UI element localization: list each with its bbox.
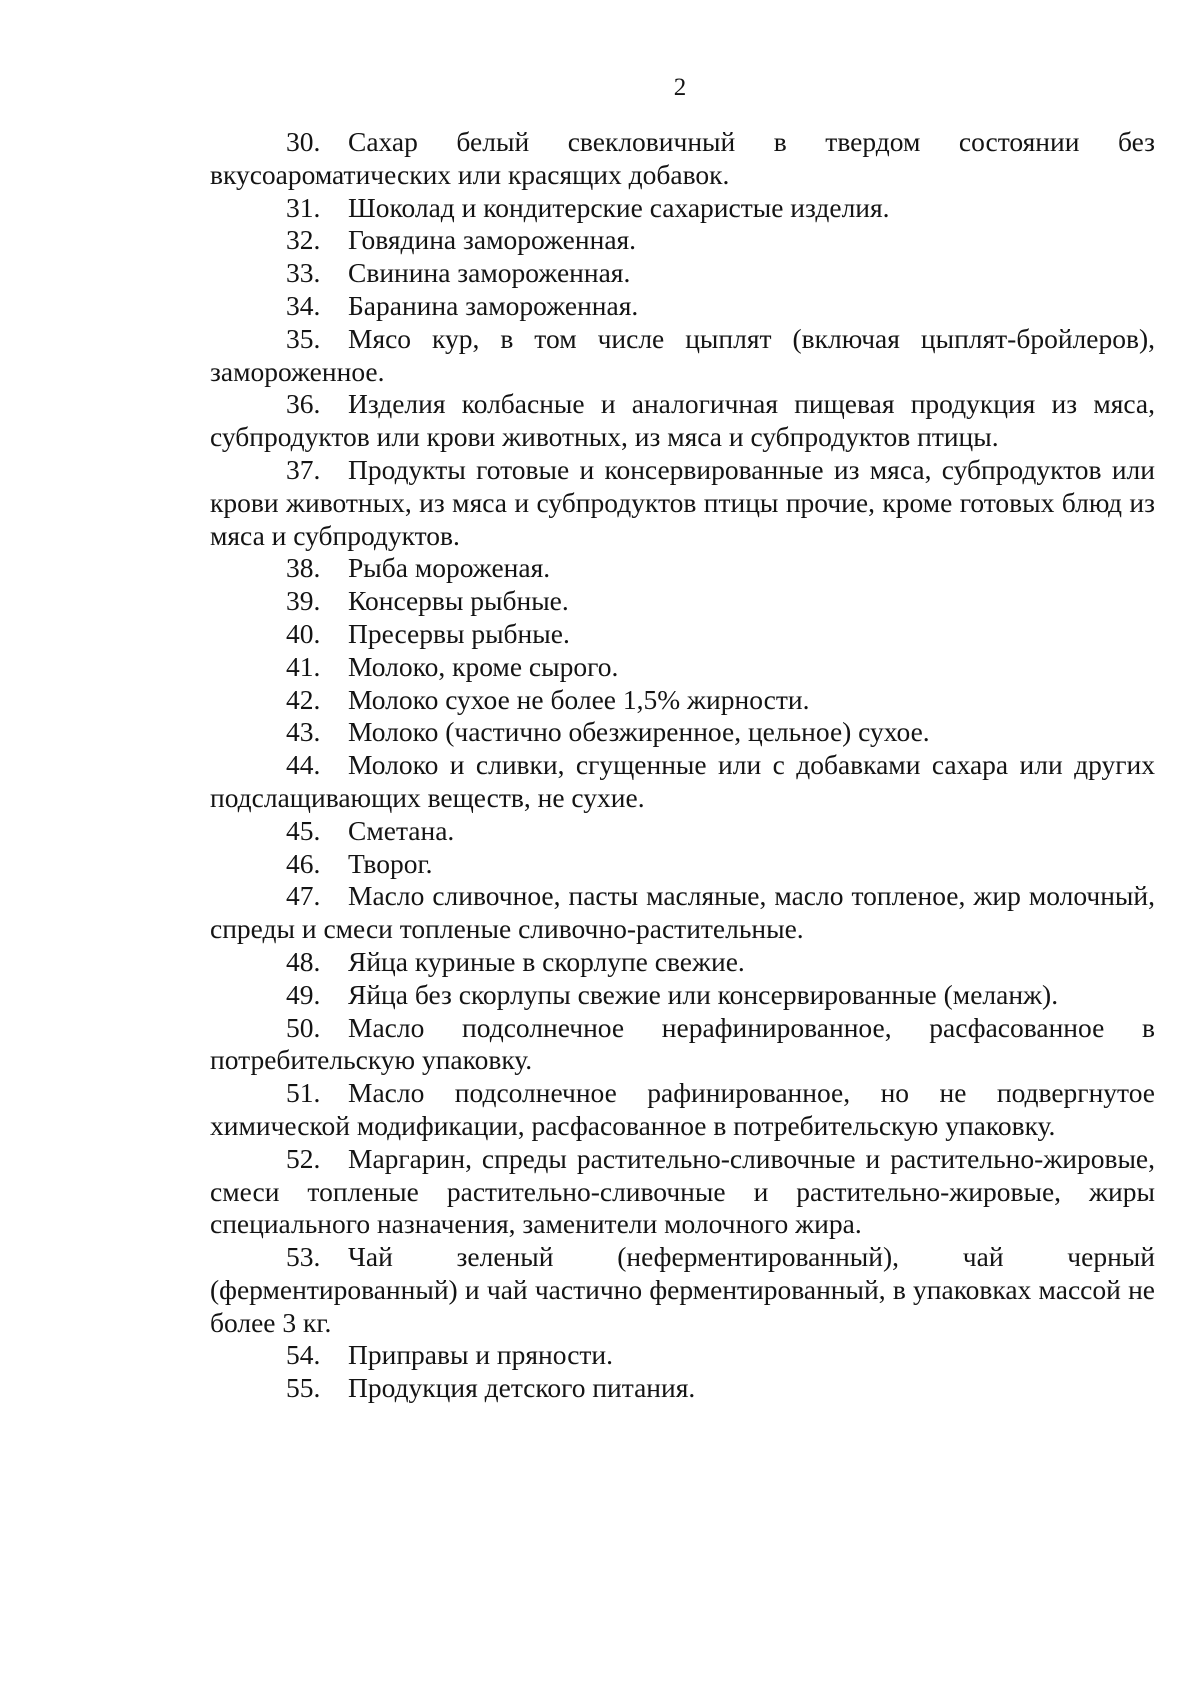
list-item — [210, 1339, 1155, 1372]
item-text: Масло сливочное, пасты масляные, масло топленое, жир молочный, спреды и смеси топленые сливочно-растительные. — [210, 880, 1155, 945]
item-number: 34. — [286, 289, 321, 321]
list-item — [210, 1372, 1155, 1405]
item-number: 30. — [286, 126, 321, 157]
item-text: Яйца куриные в скорлупе свежие. — [348, 945, 745, 977]
list-item — [210, 257, 1155, 290]
item-number: 46. — [286, 847, 321, 879]
numbered-list — [210, 126, 1155, 1405]
item-number: 44. — [286, 749, 321, 781]
item-text: Пресервы рыбные. — [348, 617, 570, 649]
list-item — [210, 290, 1155, 323]
item-number: 39. — [286, 585, 321, 617]
item-text: Молоко, кроме сырого. — [348, 650, 619, 682]
item-text: Молоко (частично обезжиренное, цельное) сухое. — [348, 716, 930, 748]
item-text: Баранина замороженная. — [348, 289, 639, 321]
list-item — [210, 192, 1155, 225]
list-item — [210, 388, 1155, 454]
item-number: 54. — [286, 1339, 321, 1371]
item-text: Консервы рыбные. — [348, 585, 569, 617]
list-item — [210, 224, 1155, 257]
list-item — [210, 454, 1155, 552]
list-item — [210, 1012, 1155, 1078]
item-text: Продукты готовые и консервированные из мяса, субпродуктов или крови животных, из мяса и субпродуктов птицы прочие, кроме готовых блюд из мяса и субпродуктов. — [210, 453, 1155, 551]
list-item — [210, 323, 1155, 389]
item-text: Сахар белый свекловичный в твердом состоянии без вкусоароматических или красящих добавок. — [210, 126, 1155, 190]
item-number: 49. — [286, 978, 321, 1010]
list-item — [210, 1241, 1155, 1339]
list-item — [210, 946, 1155, 979]
item-text: Сметана. — [348, 814, 455, 846]
item-text: Яйца без скорлупы свежие или консервированные (меланж). — [348, 978, 1059, 1010]
item-text: Молоко сухое не более 1,5% жирности. — [348, 683, 810, 715]
list-item — [210, 585, 1155, 618]
item-text: Масло подсолнечное рафинированное, но не подвергнутое химической модификации, расфасованное в потребительскую упаковку. — [210, 1077, 1155, 1141]
item-number: 51. — [286, 1077, 321, 1109]
item-text: Свинина замороженная. — [348, 257, 631, 289]
item-text: Приправы и пряности. — [348, 1339, 614, 1371]
page-number: 2 — [673, 74, 687, 101]
item-number: 33. — [286, 257, 321, 289]
item-number: 47. — [286, 880, 321, 912]
item-number: 36. — [286, 388, 321, 420]
item-number: 35. — [286, 322, 321, 354]
item-text: Чай зеленый (неферментированный), чай черный (ферментированный) и чай частично ферментированный, в упаковках массой не более 3 кг. — [210, 1241, 1155, 1338]
item-number: 32. — [286, 224, 321, 256]
list-item — [210, 1143, 1155, 1241]
list-item — [210, 815, 1155, 848]
list-item — [210, 552, 1155, 585]
item-number: 40. — [286, 617, 321, 649]
item-number: 41. — [286, 650, 321, 682]
item-text: Изделия колбасные и аналогичная пищевая продукция из мяса, субпродуктов или крови животных, из мяса и субпродуктов птицы. — [210, 388, 1155, 453]
item-text: Продукция детского питания. — [348, 1372, 696, 1404]
item-text: Рыба мороженая. — [348, 552, 551, 584]
item-text: Молоко и сливки, сгущенные или с добавками сахара или других подслащивающих веществ, не сухие. — [210, 749, 1155, 813]
item-number: 50. — [286, 1011, 321, 1043]
item-number: 43. — [286, 716, 321, 748]
item-number: 42. — [286, 683, 321, 715]
list-item — [210, 684, 1155, 717]
item-text: Шоколад и кондитерские сахаристые изделия. — [348, 191, 890, 223]
item-number: 52. — [286, 1142, 321, 1174]
list-item — [210, 618, 1155, 651]
item-number: 38. — [286, 552, 321, 584]
list-item — [210, 979, 1155, 1012]
item-text: Мясо кур, в том числе цыплят (включая цыплят-бройлеров), замороженное. — [210, 322, 1155, 387]
list-item — [210, 880, 1155, 946]
list-item — [210, 651, 1155, 684]
list-item — [210, 749, 1155, 815]
list-item — [210, 716, 1155, 749]
list-item — [210, 848, 1155, 881]
list-item — [210, 126, 1155, 192]
item-number: 31. — [286, 191, 321, 223]
item-number: 53. — [286, 1241, 321, 1273]
item-text: Говядина замороженная. — [348, 224, 637, 256]
item-number: 55. — [286, 1372, 321, 1404]
item-number: 45. — [286, 814, 321, 846]
item-text: Творог. — [348, 847, 433, 879]
list-item — [210, 1077, 1155, 1143]
item-number: 48. — [286, 945, 321, 977]
item-number: 37. — [286, 453, 321, 485]
item-text: Масло подсолнечное нерафинированное, расфасованное в потребительскую упаковку. — [210, 1011, 1155, 1076]
item-text: Маргарин, спреды растительно-сливочные и растительно-жировые, смеси топленые растительно-сливочные и растительно-жировые, жиры специального назначения, заменители молочного жира. — [210, 1142, 1155, 1240]
